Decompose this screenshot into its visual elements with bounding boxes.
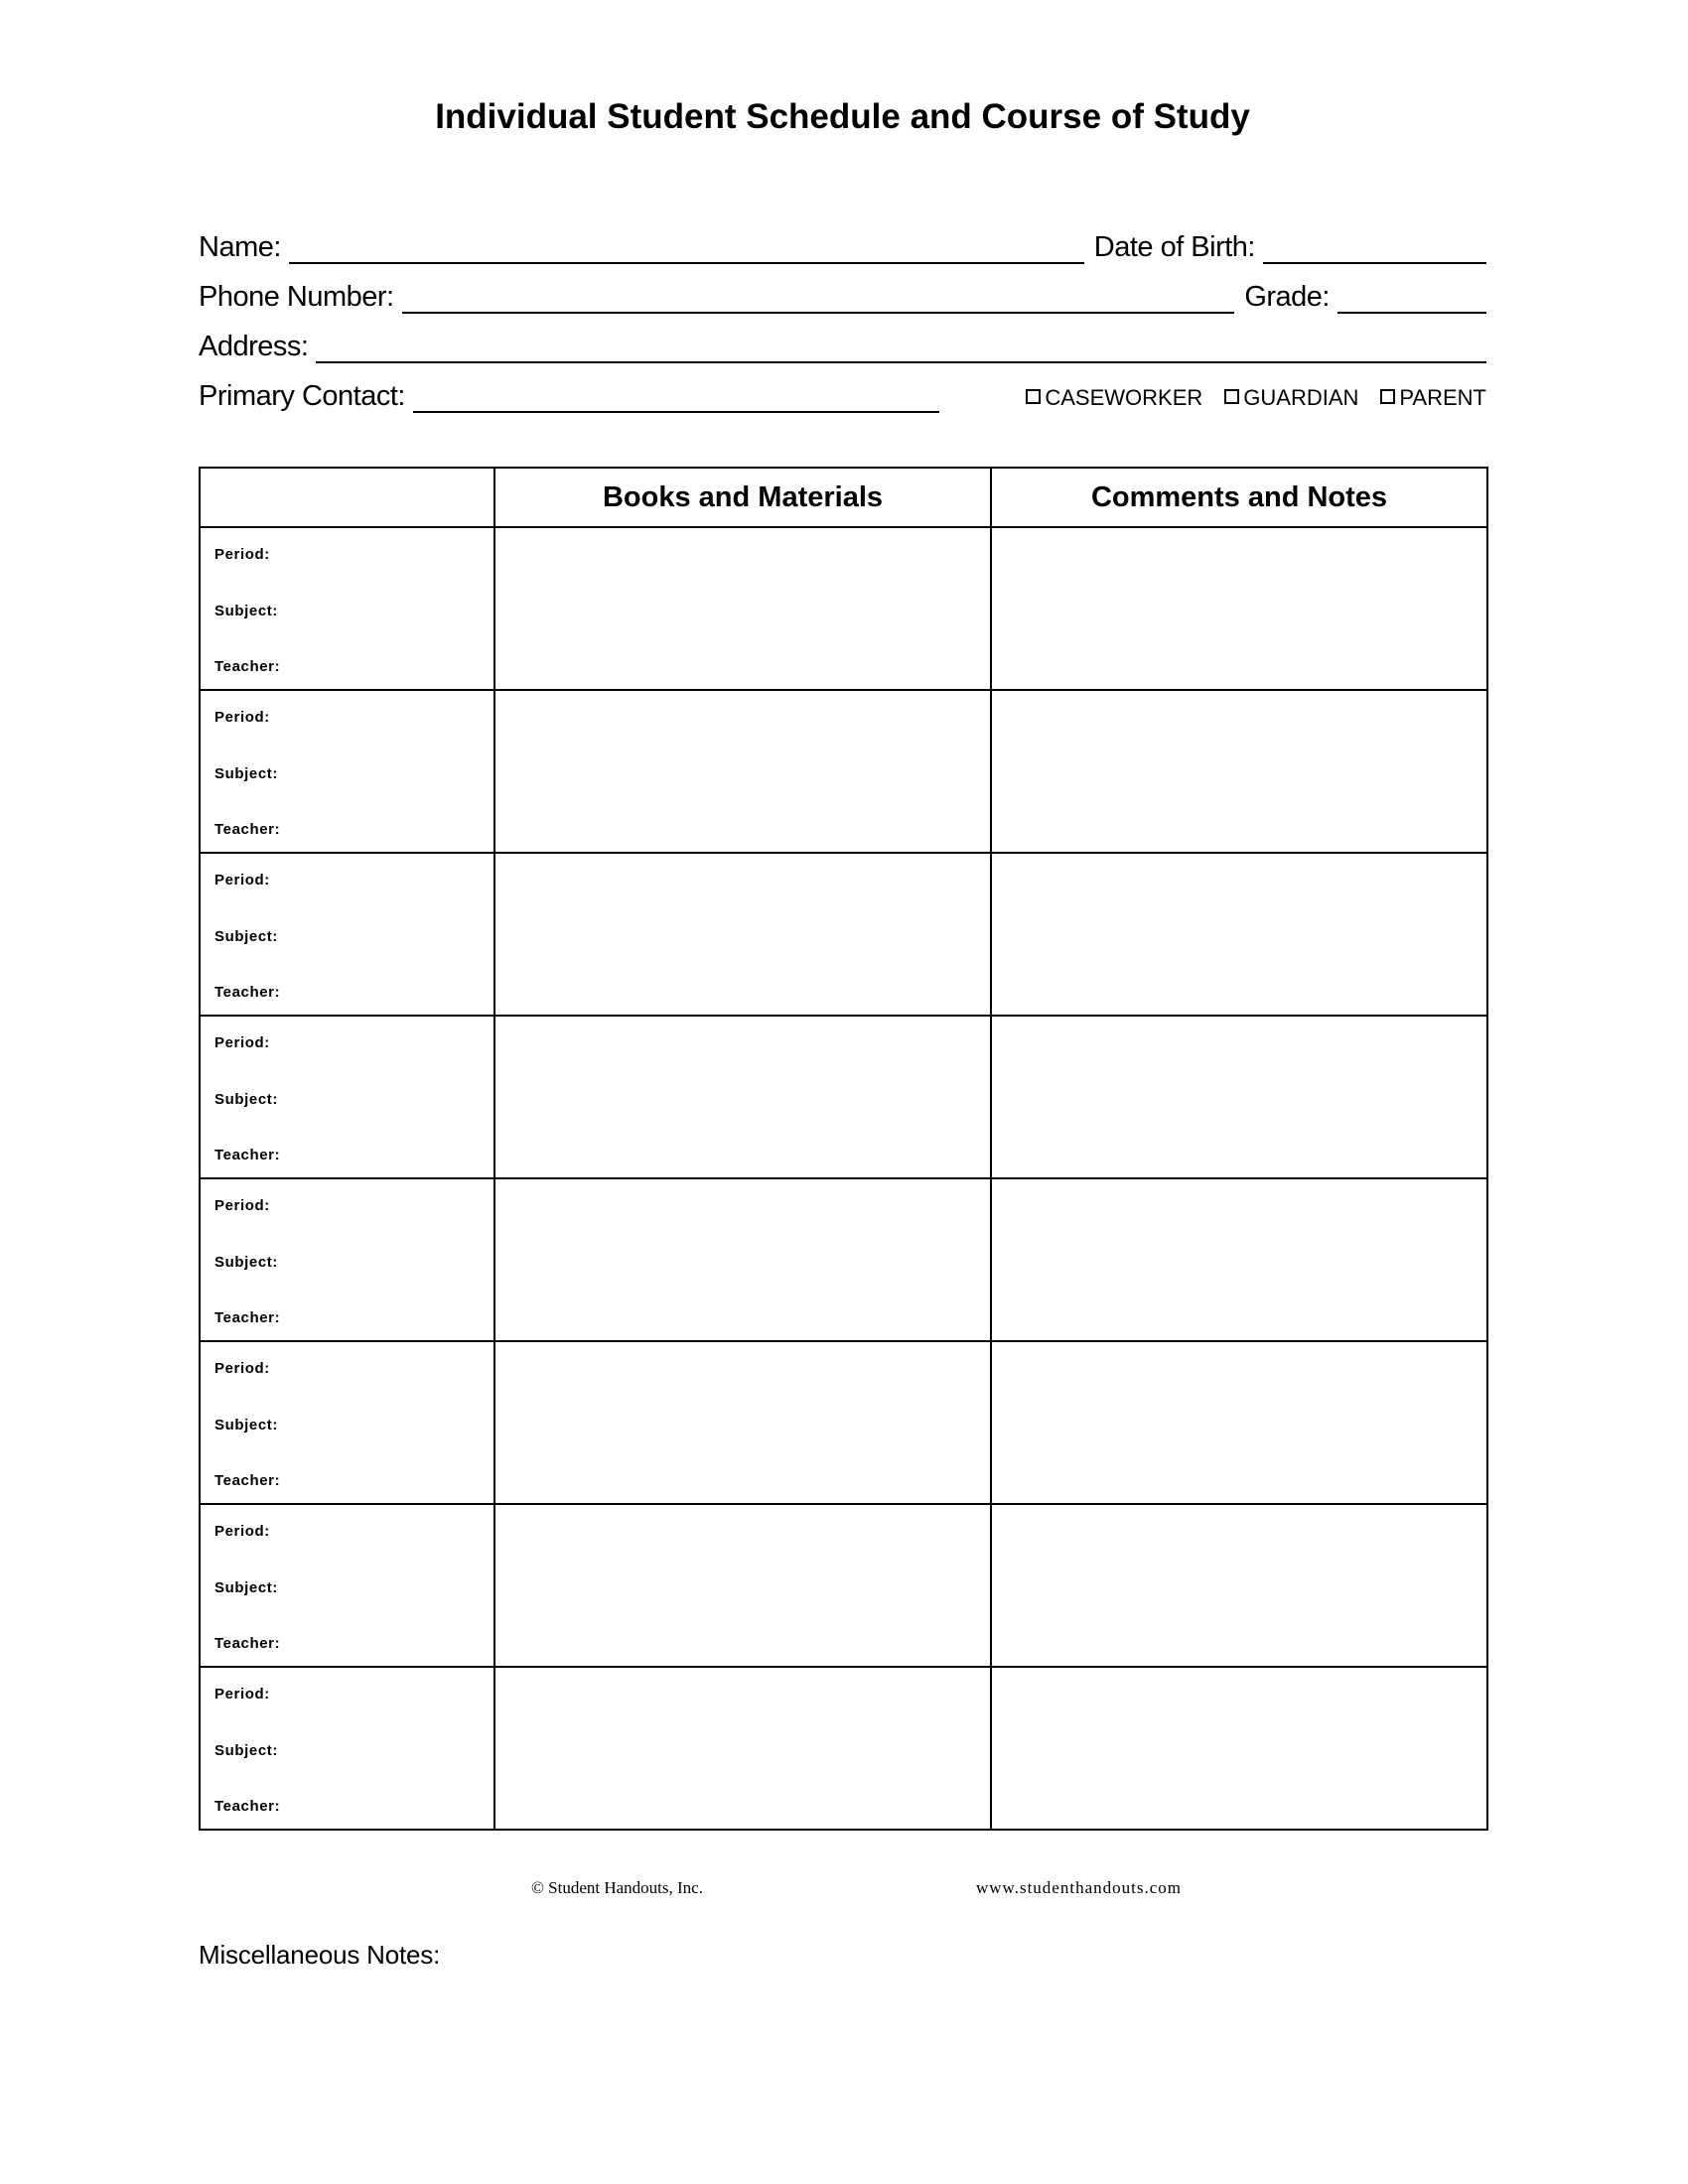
primary-contact-line [199,363,1486,413]
guardian-checkbox[interactable] [1224,389,1239,404]
address-field[interactable] [316,328,1486,363]
name-dob-line [199,214,1486,264]
comments-notes-entry-cell[interactable] [991,527,1487,690]
books-materials-entry-cell[interactable] [494,1341,991,1504]
row-label-cell [200,1504,494,1667]
row-label-cell [200,1178,494,1341]
books-materials-entry-cell[interactable] [494,1178,991,1341]
row-label-teacher: Teacher: [214,821,281,838]
row-label-subject: Subject: [214,1090,278,1108]
parent-checkbox-item[interactable] [1380,383,1486,413]
row-label-period: Period: [214,1360,270,1377]
comments-notes-entry-cell[interactable] [991,1341,1487,1504]
row-label-stack [201,528,493,689]
row-label-period: Period: [214,1523,270,1540]
schedule-row [200,1667,1487,1830]
primary-contact-label: Primary Contact: [199,380,405,413]
comments-notes-entry-cell[interactable] [991,1667,1487,1830]
books-materials-header: Books and Materials [494,468,991,527]
phone-label: Phone Number: [199,281,394,314]
row-label-teacher: Teacher: [214,1635,281,1652]
row-label-stack [201,1179,493,1340]
books-materials-entry-cell[interactable] [494,853,991,1016]
comments-notes-entry-cell[interactable] [991,1178,1487,1341]
parent-checkbox-label: PARENT [1399,385,1486,411]
dob-label: Date of Birth: [1093,231,1255,264]
row-label-period: Period: [214,709,270,726]
schedule-row [200,690,1487,853]
grade-field[interactable] [1337,278,1486,314]
schedule-row [200,853,1487,1016]
page-title: Individual Student Schedule and Course of Study [435,97,1250,136]
row-label-subject: Subject: [214,1578,278,1596]
parent-checkbox[interactable] [1380,389,1395,404]
footer [199,1878,1486,1898]
books-materials-entry-cell[interactable] [494,1016,991,1178]
comments-notes-header: Comments and Notes [991,468,1487,527]
row-label-teacher: Teacher: [214,984,281,1001]
row-label-period: Period: [214,872,270,888]
caseworker-checkbox-item[interactable] [1026,383,1202,413]
row-label-cell [200,1667,494,1830]
copyright-text: © Student Handouts, Inc. [531,1878,703,1897]
row-label-cell [200,1016,494,1178]
schedule-row [200,1341,1487,1504]
row-label-subject: Subject: [214,602,278,619]
row-label-subject: Subject: [214,927,278,945]
caseworker-checkbox[interactable] [1026,389,1041,404]
row-label-teacher: Teacher: [214,1309,281,1326]
schedule-row [200,1504,1487,1667]
address-line [199,314,1486,363]
primary-contact-field[interactable] [413,377,939,413]
dob-field[interactable] [1263,228,1486,264]
row-label-stack [201,1017,493,1177]
schedule-row [200,1178,1487,1341]
contact-type-checkboxes [1002,383,1486,413]
row-label-teacher: Teacher: [214,1798,281,1815]
schedule-row [200,527,1487,690]
row-label-period: Period: [214,546,270,563]
name-field[interactable] [289,228,1084,264]
row-label-period: Period: [214,1686,270,1703]
books-materials-entry-cell[interactable] [494,527,991,690]
phone-grade-line [199,264,1486,314]
phone-field[interactable] [402,278,1235,314]
row-label-subject: Subject: [214,1253,278,1271]
row-label-stack [201,1342,493,1503]
comments-notes-entry-cell[interactable] [991,1504,1487,1667]
schedule-row [200,1016,1487,1178]
row-label-stack [201,1505,493,1666]
guardian-checkbox-item[interactable] [1224,383,1358,413]
row-label-subject: Subject: [214,1741,278,1759]
row-label-teacher: Teacher: [214,658,281,675]
name-label: Name: [199,231,281,264]
schedule-table [199,467,1488,1831]
row-label-teacher: Teacher: [214,1147,281,1163]
comments-notes-entry-cell[interactable] [991,1016,1487,1178]
empty-header-cell [200,468,494,527]
books-materials-entry-cell[interactable] [494,690,991,853]
grade-label: Grade: [1244,281,1330,314]
guardian-checkbox-label: GUARDIAN [1243,385,1359,411]
row-label-stack [201,691,493,852]
row-label-cell [200,690,494,853]
caseworker-checkbox-label: CASEWORKER [1045,385,1203,411]
row-label-subject: Subject: [214,764,278,782]
books-materials-entry-cell[interactable] [494,1504,991,1667]
row-label-cell [200,1341,494,1504]
comments-notes-entry-cell[interactable] [991,853,1487,1016]
misc-notes-label: Miscellaneous Notes: [199,1940,441,1970]
row-label-period: Period: [214,1034,270,1051]
row-label-subject: Subject: [214,1416,278,1433]
website-text: www.studenthandouts.com [975,1878,1182,1897]
row-label-stack [201,854,493,1015]
books-materials-entry-cell[interactable] [494,1667,991,1830]
row-label-period: Period: [214,1197,270,1214]
address-label: Address: [199,331,309,363]
row-label-cell [200,853,494,1016]
comments-notes-entry-cell[interactable] [991,690,1487,853]
row-label-teacher: Teacher: [214,1472,281,1489]
row-label-cell [200,527,494,690]
student-info-form [199,214,1486,413]
row-label-stack [201,1668,493,1829]
schedule-header-row [200,468,1487,527]
